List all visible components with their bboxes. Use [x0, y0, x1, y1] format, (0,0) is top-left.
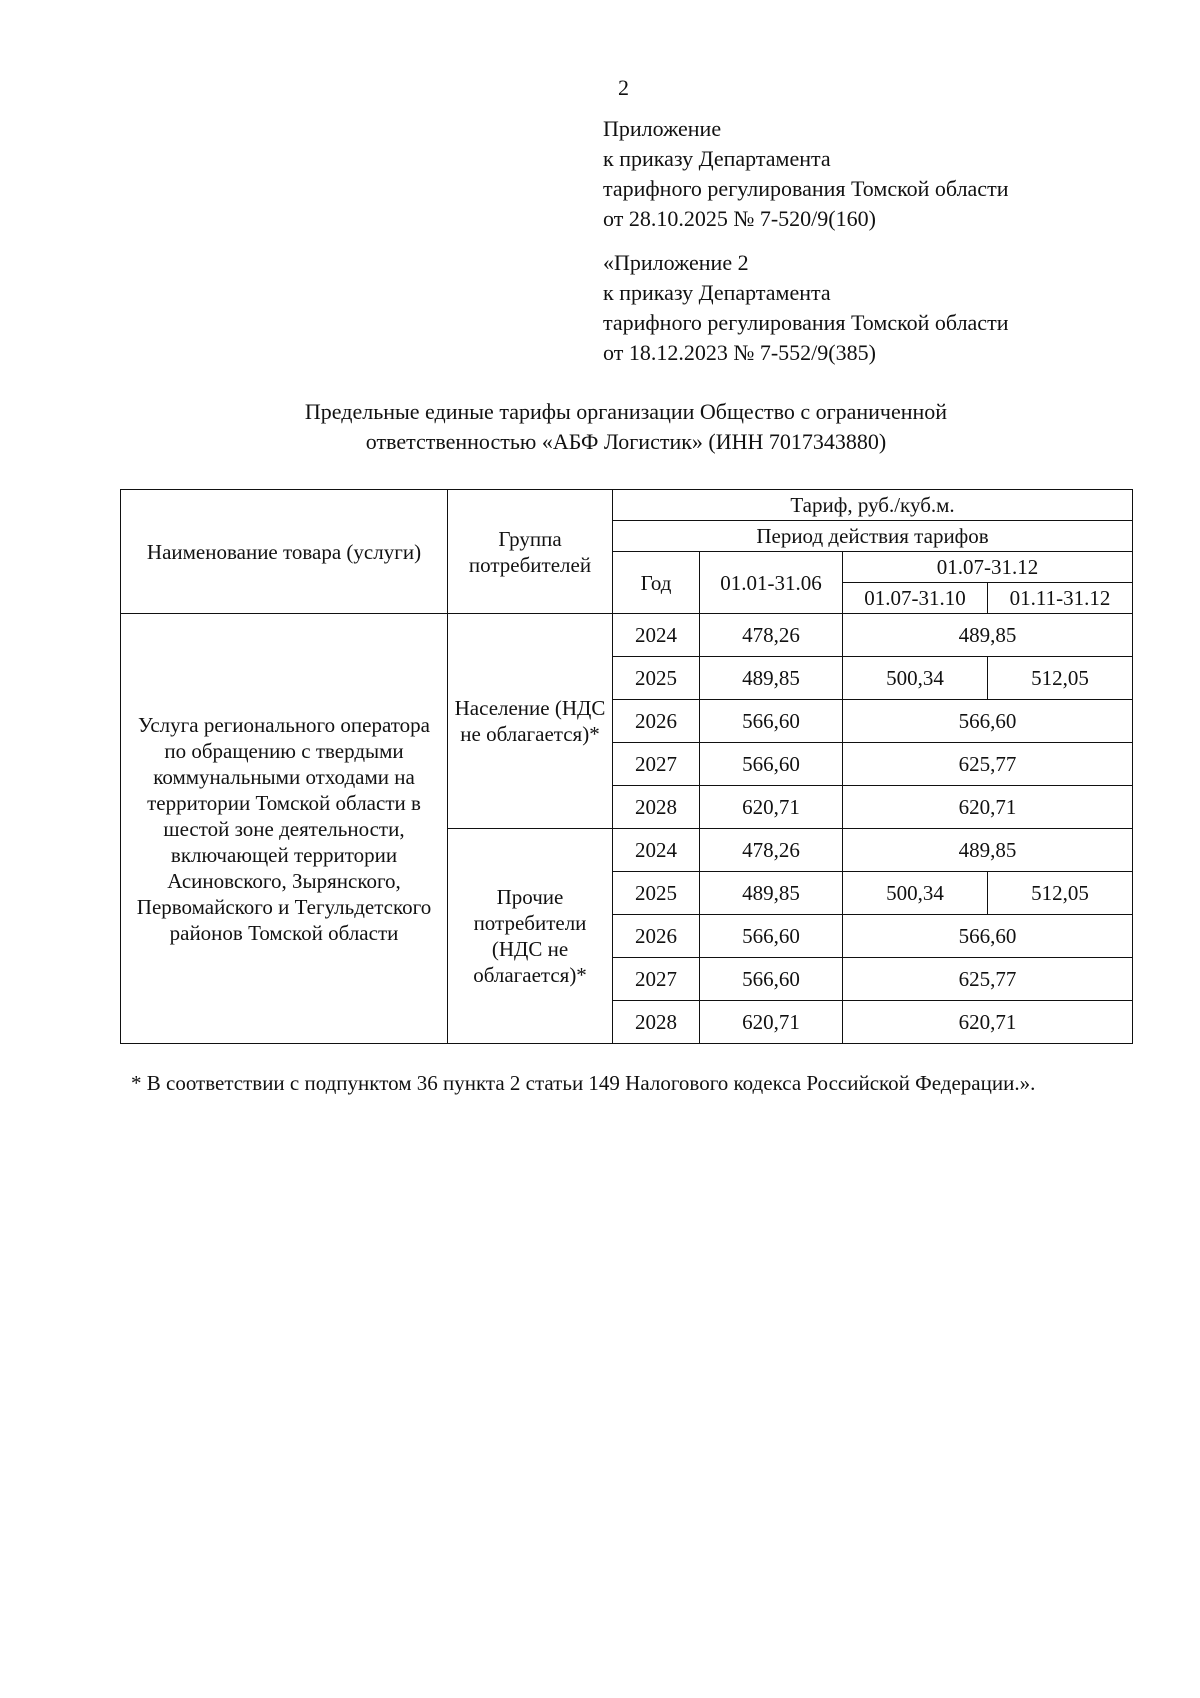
title-line: ответственностью «АБФ Логистик» (ИНН 7017343880) [365, 429, 887, 454]
year-cell: 2026 [613, 700, 700, 743]
year-cell: 2028 [613, 786, 700, 829]
second-half-cell: 625,77 [843, 958, 1133, 1001]
header-service: Наименование товара (услуги) [121, 490, 448, 614]
appendix-original-line: тарифного регулирования Томской области [603, 310, 1009, 335]
consumer-group-cell: Население (НДС не облагается)* [448, 614, 613, 829]
first-half-cell: 620,71 [700, 786, 843, 829]
second-half-cell: 566,60 [843, 700, 1133, 743]
appendix-current-line: от 28.10.2025 № 7-520/9(160) [603, 206, 876, 231]
first-half-cell: 566,60 [700, 743, 843, 786]
header-tariff-unit: Тариф, руб./куб.м. [613, 490, 1133, 521]
appendix-current-line: к приказу Департамента [603, 146, 831, 171]
nov-dec-cell: 512,05 [988, 872, 1133, 915]
second-half-cell: 489,85 [843, 614, 1133, 657]
year-cell: 2027 [613, 958, 700, 1001]
nov-dec-cell: 512,05 [988, 657, 1133, 700]
year-cell: 2026 [613, 915, 700, 958]
first-half-cell: 566,60 [700, 958, 843, 1001]
service-name-cell: Услуга регионального оператора по обращению с твердыми коммунальными отходами на территории Томской области в шестой зоне деятельности, включающей территории Асиновского, Зырянского, Первомайского и Тегульдетского районов Томской области [121, 614, 448, 1044]
appendix-original-line: от 18.12.2023 № 7-552/9(385) [603, 340, 876, 365]
header-first-half: 01.01-31.06 [700, 552, 843, 614]
appendix-original-line: к приказу Департамента [603, 280, 831, 305]
appendix-original-line: «Приложение 2 [603, 250, 749, 275]
header-second-half: 01.07-31.12 [843, 552, 1133, 583]
header-period: Период действия тарифов [613, 521, 1133, 552]
first-half-cell: 489,85 [700, 872, 843, 915]
jul-oct-cell: 500,34 [843, 872, 988, 915]
first-half-cell: 478,26 [700, 829, 843, 872]
appendix-current-line: тарифного регулирования Томской области [603, 176, 1009, 201]
year-cell: 2025 [613, 657, 700, 700]
appendix-current-line: Приложение [603, 116, 722, 141]
footnote: * В соответствии с подпунктом 36 пункта 2 статьи 149 Налогового кодекса Российской Федерации.». [131, 1071, 1036, 1095]
title-line: Предельные единые тарифы организации Общество с ограниченной [304, 399, 948, 424]
document-title [120, 397, 1132, 457]
second-half-cell: 489,85 [843, 829, 1133, 872]
year-cell: 2024 [613, 829, 700, 872]
appendix-current-header [603, 114, 1008, 234]
second-half-cell: 620,71 [843, 1001, 1133, 1044]
header-consumer-group: Группа потребителей [448, 490, 613, 614]
second-half-cell: 625,77 [843, 743, 1133, 786]
first-half-cell: 566,60 [700, 915, 843, 958]
year-cell: 2027 [613, 743, 700, 786]
jul-oct-cell: 500,34 [843, 657, 988, 700]
first-half-cell: 620,71 [700, 1001, 843, 1044]
header-jul-oct: 01.07-31.10 [843, 583, 988, 614]
page-number: 2 [618, 75, 629, 100]
header-year: Год [613, 552, 700, 614]
tariff-table [120, 489, 1133, 1044]
first-half-cell: 566,60 [700, 700, 843, 743]
table-row [121, 614, 1133, 657]
header-nov-dec: 01.11-31.12 [988, 583, 1133, 614]
second-half-cell: 620,71 [843, 786, 1133, 829]
second-half-cell: 566,60 [843, 915, 1133, 958]
year-cell: 2028 [613, 1001, 700, 1044]
year-cell: 2024 [613, 614, 700, 657]
year-cell: 2025 [613, 872, 700, 915]
appendix-original-header [603, 248, 1008, 368]
consumer-group-cell: Прочие потребители (НДС не облагается)* [448, 829, 613, 1044]
first-half-cell: 489,85 [700, 657, 843, 700]
first-half-cell: 478,26 [700, 614, 843, 657]
